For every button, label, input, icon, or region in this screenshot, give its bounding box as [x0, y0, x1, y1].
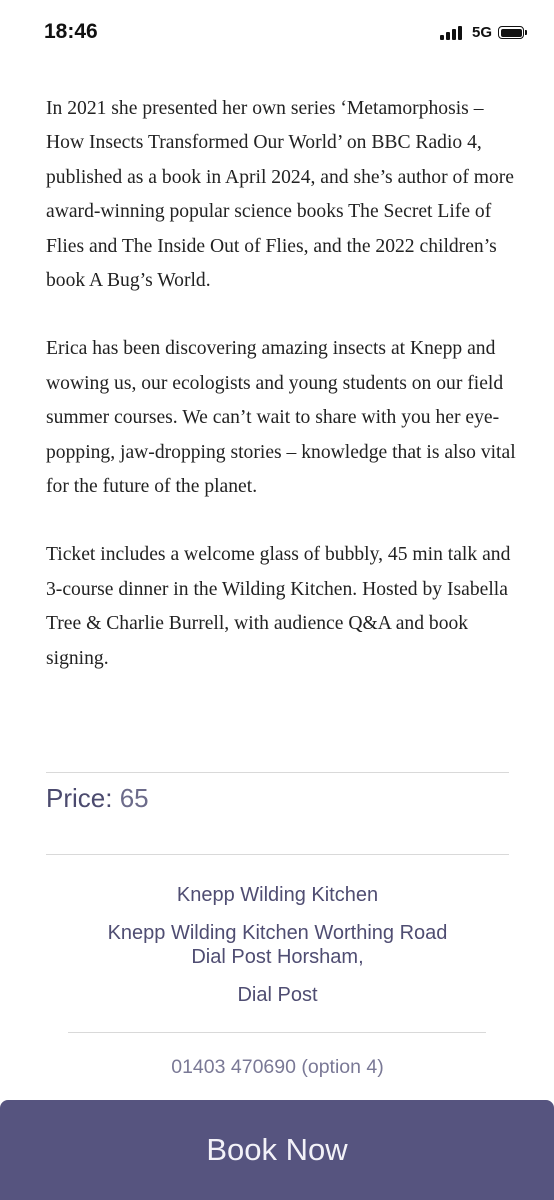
- venue-address: Knepp Wilding Kitchen Worthing Road Dial Post Horsham,: [107, 922, 448, 968]
- venue-name: Knepp Wilding Kitchen: [176, 884, 379, 906]
- price-label: Price:: [46, 783, 113, 813]
- cellular-signal-icon: [440, 26, 462, 40]
- description-paragraph-1: In 2021 she presented her own series ‘Metamorphosis – How Insects Transformed Our World’ on BBC Radio 4, published as a book in April 2024, and she’s author of more award-winning popular science books The Secret Life of Flies and The Inside Out of Flies, and the 2022 children’s book A Bug’s World.: [46, 98, 515, 292]
- venue-town: Dial Post: [237, 984, 318, 1006]
- status-time: 18:46: [44, 20, 98, 43]
- phone-link[interactable]: 01403 470690 (option 4): [171, 1056, 384, 1078]
- battery-icon: [498, 26, 524, 39]
- description-paragraph-3: Ticket includes a welcome glass of bubbly, 45 min talk and 3-course dinner in the Wilding Kitchen. Hosted by Isabella Tree & Charlie Burrell, with audience Q&A and book signing.: [46, 544, 511, 669]
- price-value: 65: [119, 783, 149, 813]
- event-description: [46, 92, 516, 710]
- divider: [46, 772, 509, 773]
- network-label: 5G: [471, 24, 492, 41]
- divider: [46, 854, 509, 855]
- status-bar: [0, 0, 554, 70]
- book-now-button[interactable]: Book Now: [0, 1100, 554, 1200]
- description-paragraph-2: Erica has been discovering amazing insects at Knepp and wowing us, our ecologists and young students on our field summer courses. We can’t wait to share with you her eye-popping, jaw-dropping stories – knowledge that is also vital for the future of the planet.: [46, 338, 516, 498]
- price: [46, 783, 149, 814]
- divider: [68, 1032, 486, 1033]
- status-indicators: [440, 24, 524, 41]
